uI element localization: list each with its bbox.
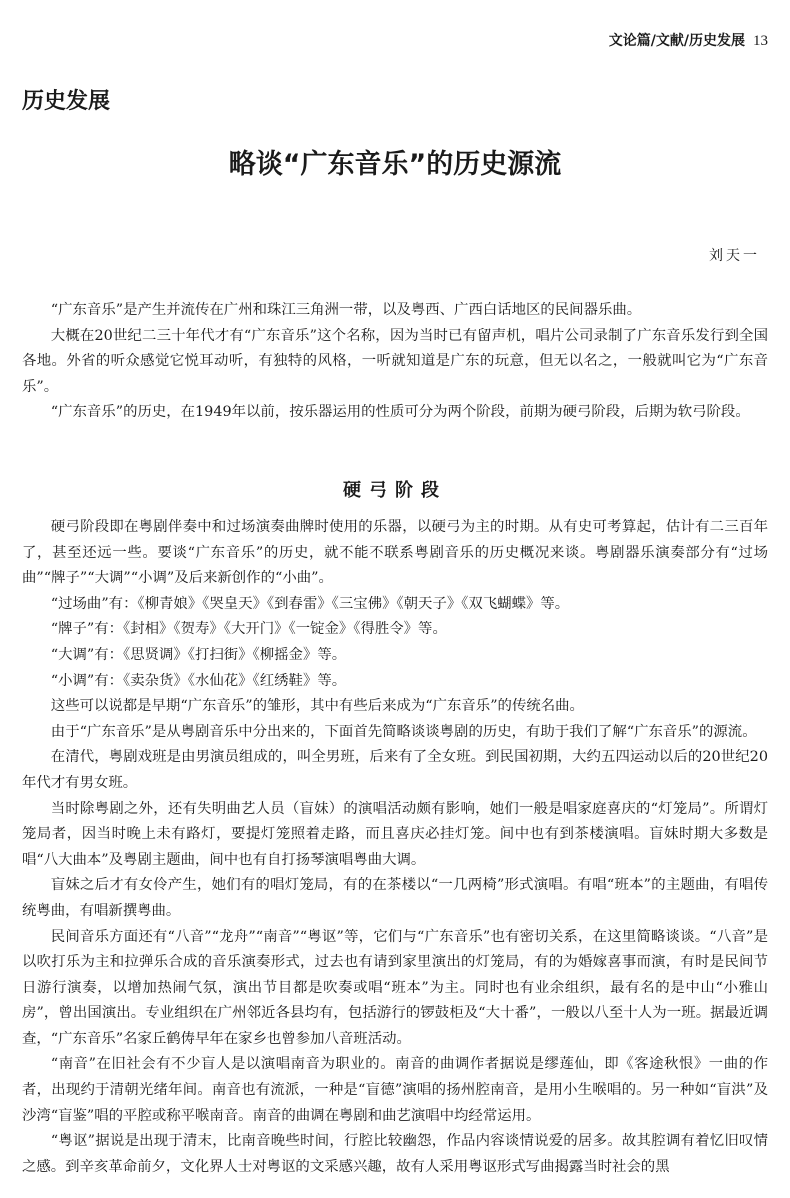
running-header <box>609 30 768 50</box>
paragraph: “小调”有：《卖杂货》《水仙花》《红绣鞋》等。 <box>50 672 347 689</box>
paragraph: 盲妹之后才有女伶产生，她们有的唱灯笼局，有的在茶楼以“一几两椅”形式演唱。有唱“班本”的主题曲，有唱传统粤曲，有唱新撰粤曲。 <box>22 877 768 919</box>
paragraph: “南音”在旧社会有不少盲人是以演唱南音为职业的。南音的曲调作者据说是缪莲仙，即《客途秋恨》一曲的作者，出现约于清朝光绪年间。南音也有流派，一种是“盲德”演唱的扬州腔南音，是用小生喉唱的。另一种如“盲洪”及沙湾“盲鉴”唱的平腔或称平喉南音。南音的曲调在粤剧和曲艺演唱中均经常运用。 <box>22 1056 768 1124</box>
paragraph: “广东音乐”是产生并流传在广州和珠江三角洲一带，以及粤西、广西白话地区的民间器乐曲。 <box>50 302 642 318</box>
section-subheading: 硬弓阶段 <box>343 480 447 501</box>
paragraph: “大调”有：《思贤调》《打扫街》《柳摇金》等。 <box>50 646 347 663</box>
paragraph: 硬弓阶段即在粤剧伴奏中和过场演奏曲牌时使用的乐器，以硬弓为主的时期。从有史可考算起，估计有二三百年了，甚至还远一些。要谈“广东音乐”的历史，就不能不联系粤剧音乐的历史概况来谈。粤剧器乐演奏部分有“过场曲”“牌子”“大调”“小调”及后来新创作的“小曲”。 <box>22 519 768 587</box>
paragraph: “牌子”有：《封相》《贺寿》《大开门》《一锭金》《得胜令》等。 <box>50 621 447 638</box>
paragraph: 当时除粤剧之外，还有失明曲艺人员（盲妹）的演唱活动颇有影响，她们一般是唱家庭喜庆的“灯笼局”。所谓灯笼局者，因当时晚上未有路灯，要提灯笼照着走路，而且喜庆必挂灯笼。间中也有到茶楼演唱。盲妹时期大多数是唱“八大曲本”及粤剧主题曲，间中也有自打扬琴演唱粤曲大调。 <box>22 800 768 868</box>
paragraph: “粤讴”据说是出现于清末，比南音晚些时间，行腔比较幽怨，作品内容谈情说爱的居多。故其腔调有着忆旧叹情之感。到辛亥革命前夕，文化界人士对粤讴的文采感兴趣，故有人采用粤讴形式写曲揭露当时社会的黑 <box>22 1133 768 1175</box>
article-author: 刘天一 <box>709 248 760 264</box>
section-text <box>22 515 768 1180</box>
page-number: 13 <box>753 33 768 49</box>
paragraph: 大概在20世纪二三十年代才有“广东音乐”这个名称，因为当时已有留声机，唱片公司录制了广东音乐发行到全国各地。外省的听众感觉它悦耳动听，有独特的风格，一听就知道是广东的玩意，但无以名之，一般就叫它为“广东音乐”。 <box>22 327 768 395</box>
intro-text <box>22 298 768 426</box>
paragraph: 在清代，粤剧戏班是由男演员组成的，叫全男班，后来有了全女班。到民国初期，大约五四运动以后的20世纪20年代才有男女班。 <box>22 749 768 791</box>
paragraph: 民间音乐方面还有“八音”“龙舟”“南音”“粤讴”等，它们与“广东音乐”也有密切关系，在这里简略谈谈。“八音”是以吹打乐为主和拉弹乐合成的音乐演奏形式，过去也有请到家里演出的灯笼局，有的为婚嫁喜事而演，有时是民间节日游行演奏，以增加热闹气氛，演出节目都是吹奏或唱“班本”为主。同时也有业余组织，最有名的是中山“小雅山房”，曾出国演出。专业组织在广州邻近各县均有，包括游行的锣鼓柜及“大十番”，一般以八至十人为一班。据最近调查，“广东音乐”名家丘鹤俦早年在家乡也曾参加八音班活动。 <box>22 928 768 1047</box>
paragraph: “广东音乐”的历史，在1949年以前，按乐器运用的性质可分为两个阶段，前期为硬弓阶段，后期为软弓阶段。 <box>50 404 750 421</box>
article-title: 略谈“广东音乐”的历史源流 <box>228 149 562 180</box>
paragraph: 这些可以说都是早期“广东音乐”的雏形，其中有些后来成为“广东音乐”的传统名曲。 <box>50 698 584 715</box>
paragraph: 由于“广东音乐”是从粤剧音乐中分出来的，下面首先简略谈谈粤剧的历史，有助于我们了解“广东音乐”的源流。 <box>50 723 757 740</box>
running-title: 文论篇/文献/历史发展 <box>608 33 745 49</box>
section-label: 历史发展 <box>22 89 111 114</box>
paragraph: “过场曲”有：《柳青娘》《哭皇天》《到春雷》《三宝佛》《朝天子》《双飞蝴蝶》等。 <box>50 595 570 612</box>
